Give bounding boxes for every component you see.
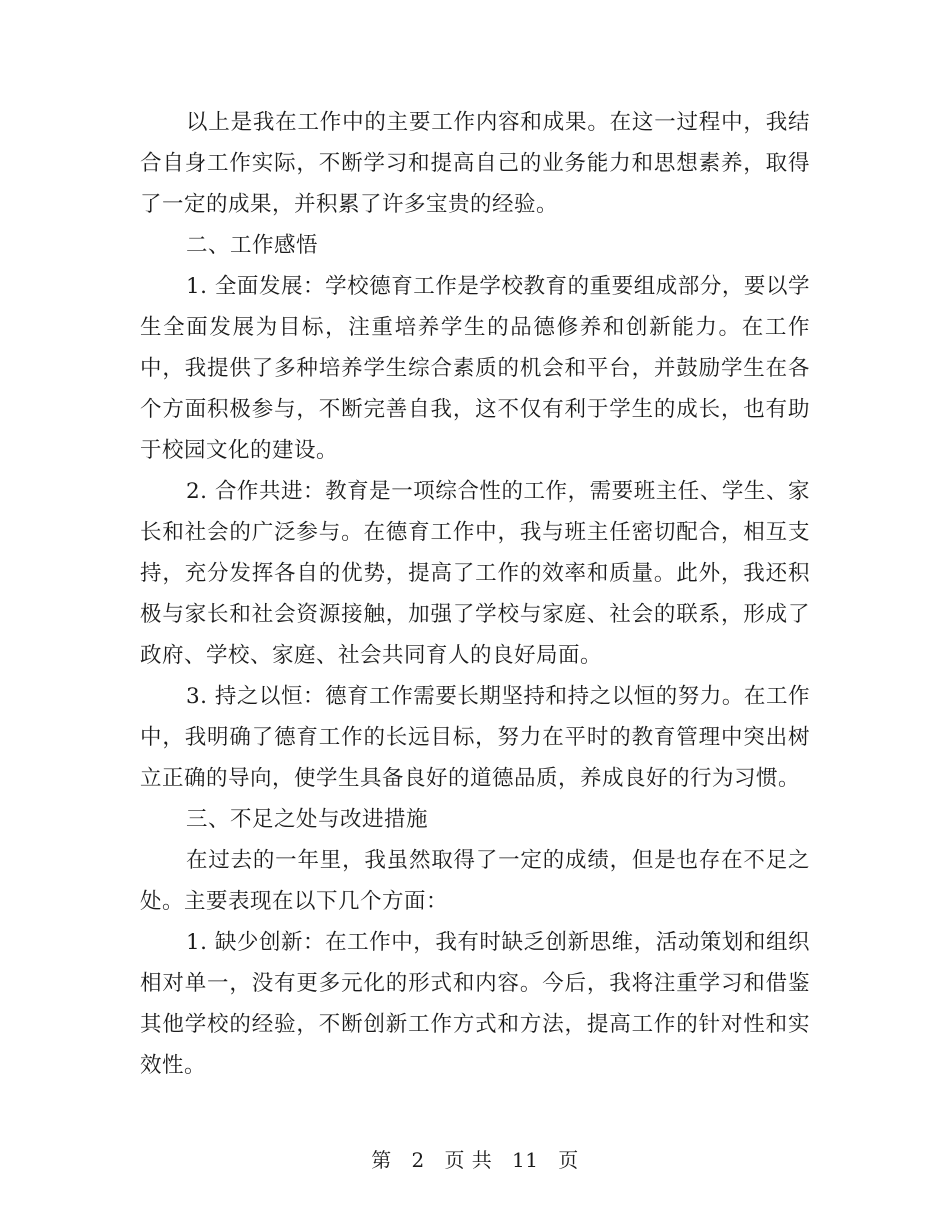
- footer-prefix: 第: [371, 1148, 392, 1172]
- current-page-number: 2: [411, 1148, 425, 1172]
- paragraph-cooperation: 2. 合作共进：教育是一项综合性的工作，需要班主任、学生、家长和社会的广泛参与。在德育工作中，我与班主任密切配合，相互支持，充分发挥各自的优势，提高了工作的效率和质量。此外，我还积极与家长和社会资源接触，加强了学校与家庭、社会的联系，形成了政府、学校、家庭、社会共同育人的良好局面。: [140, 479, 810, 668]
- section-heading-work-insights: 二、工作感悟: [186, 233, 319, 258]
- paragraph-shortcomings-intro: 在过去的一年里，我虽然取得了一定的成绩，但是也存在不足之处。主要表现在以下几个方面：: [140, 848, 810, 914]
- document-body: [140, 102, 810, 1086]
- footer-middle: 页 共: [444, 1148, 493, 1172]
- paragraph-lack-of-innovation: 1. 缺少创新：在工作中，我有时缺乏创新思维，活动策划和组织相对单一，没有更多元化的形式和内容。今后，我将注重学习和借鉴其他学校的经验，不断创新工作方式和方法，提高工作的针对性和实效性。: [140, 930, 810, 1078]
- page-footer: [0, 1146, 950, 1174]
- paragraph-summary: 以上是我在工作中的主要工作内容和成果。在这一过程中，我结合自身工作实际，不断学习和提高自己的业务能力和思想素养，取得了一定的成果，并积累了许多宝贵的经验。: [140, 110, 810, 217]
- paragraph-perseverance: 3. 持之以恒：德育工作需要长期坚持和持之以恒的努力。在工作中，我明确了德育工作的长远目标，努力在平时的教育管理中突出树立正确的导向，使学生具备良好的道德品质，养成良好的行为习惯。: [140, 684, 810, 791]
- total-pages-number: 11: [512, 1148, 539, 1172]
- paragraph-all-round-development: 1. 全面发展：学校德育工作是学校教育的重要组成部分，要以学生全面发展为目标，注重培养学生的品德修养和创新能力。在工作中，我提供了多种培养学生综合素质的机会和平台，并鼓励学生在各个方面积极参与，不断完善自我，这不仅有利于学生的成长，也有助于校园文化的建设。: [140, 274, 810, 463]
- section-heading-shortcomings: 三、不足之处与改进措施: [186, 807, 429, 832]
- footer-suffix: 页: [558, 1148, 579, 1172]
